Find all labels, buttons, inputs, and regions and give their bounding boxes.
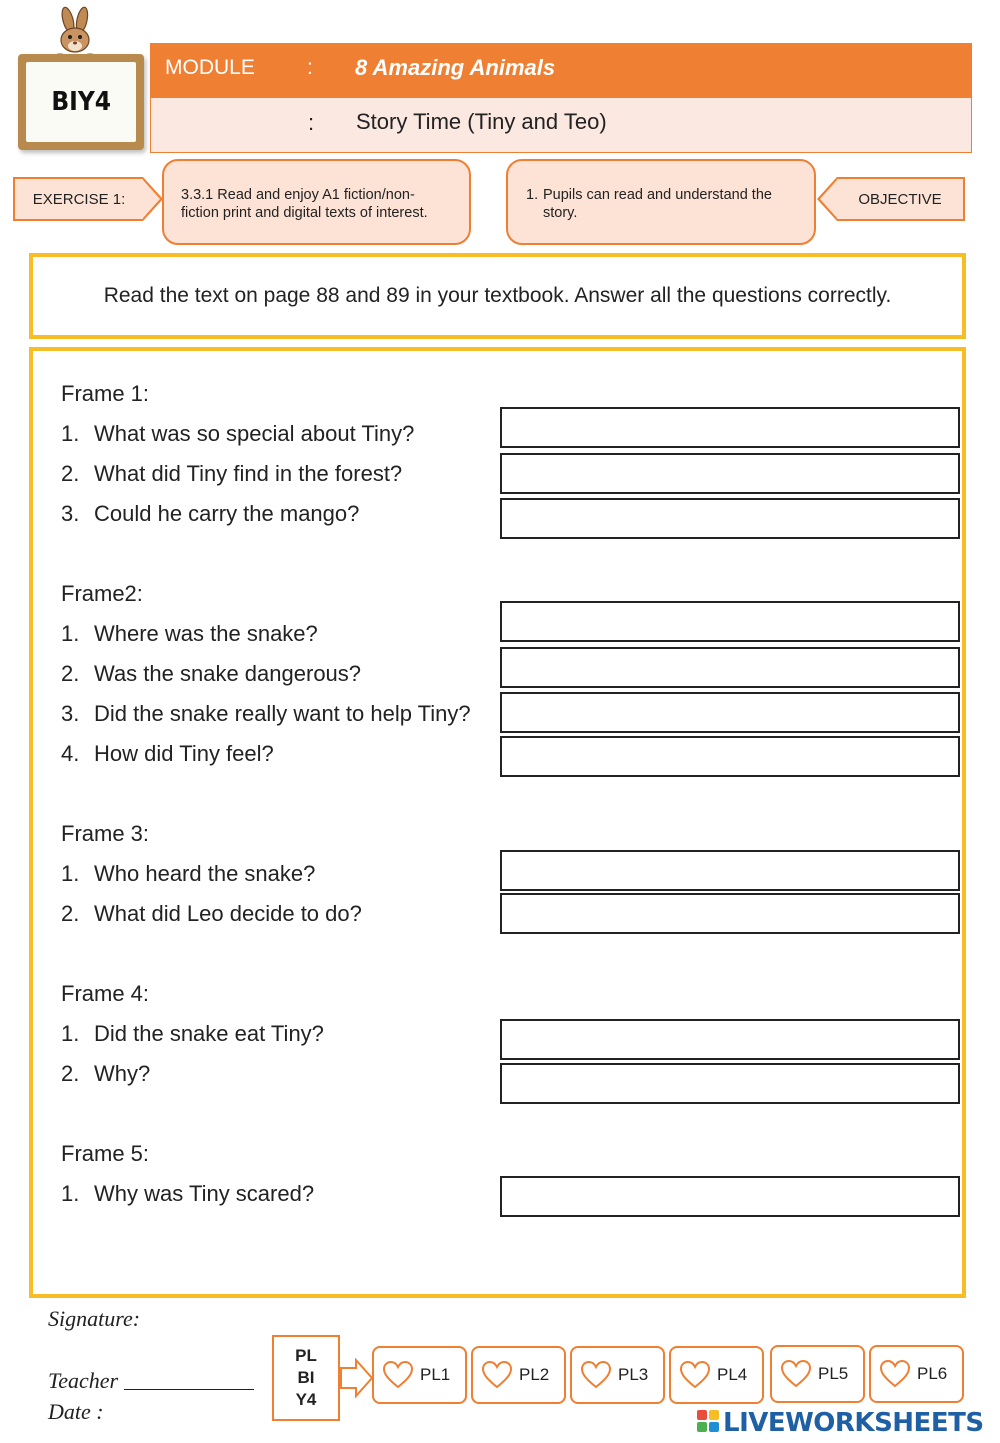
course-badge-label: BIY4: [51, 87, 111, 117]
question-1-1: [61, 421, 501, 451]
heart-icon: [780, 1358, 812, 1390]
question-2-3: [61, 701, 501, 731]
question-2-2: [61, 661, 501, 691]
question-text: How did Tiny feel?: [94, 741, 274, 766]
topic-colon: :: [308, 110, 315, 135]
question-2-1: [61, 621, 501, 651]
answer-input-2-4[interactable]: [500, 736, 960, 777]
question-number: 2.: [61, 901, 80, 926]
question-number: 2.: [61, 1061, 80, 1086]
question-number: 1.: [61, 621, 80, 646]
learning-standard-line-1: 3.3.1 Read and enjoy A1 fiction/non-: [181, 187, 415, 203]
frame-5-title: Frame 5:: [61, 1141, 150, 1166]
question-number: 3.: [61, 501, 80, 526]
objective-label: OBJECTIVE: [858, 190, 942, 208]
question-text: Was the snake dangerous?: [94, 661, 362, 686]
question-text: Could he carry the mango?: [94, 501, 360, 526]
teacher-label: Teacher: [48, 1368, 119, 1393]
question-number: 2.: [61, 461, 80, 486]
question-number: 1.: [61, 1021, 80, 1046]
answer-input-4-1[interactable]: [500, 1019, 960, 1060]
question-number: 3.: [61, 701, 80, 726]
heart-icon: [481, 1359, 513, 1391]
objective-box: [506, 159, 816, 245]
signature-label: Signature:: [48, 1306, 141, 1331]
heart-icon: [679, 1359, 711, 1391]
pl-line-2: BI: [297, 1368, 315, 1387]
module-title: 8 Amazing Animals: [355, 55, 556, 80]
pl-level-label: PL1: [420, 1365, 451, 1384]
question-2-4: [61, 741, 501, 771]
answer-input-2-1[interactable]: [500, 601, 960, 642]
answer-input-1-3[interactable]: [500, 498, 960, 539]
instruction-text: Read the text on page 88 and 89 in your textbook. Answer all the questions correctly.: [103, 284, 892, 307]
question-number: 4.: [61, 741, 80, 766]
question-text: What did Tiny find in the forest?: [94, 461, 403, 486]
question-3-1: [61, 861, 501, 891]
objective-line-2: story.: [543, 205, 578, 221]
pl-line-1: PL: [295, 1346, 317, 1365]
objective-line-1: Pupils can read and understand the: [543, 187, 772, 203]
learning-standard-box: [162, 159, 471, 245]
frame-1-title: Frame 1:: [61, 381, 150, 406]
performance-level-box: [272, 1335, 340, 1421]
answer-input-5-1[interactable]: [500, 1176, 960, 1217]
module-label: MODULE: [165, 56, 255, 79]
topic-header: [150, 98, 972, 153]
pl-level-label: PL4: [717, 1365, 748, 1384]
liveworksheets-mark-icon: [697, 1410, 721, 1436]
question-1-3: [61, 501, 501, 531]
date-label: Date :: [48, 1399, 104, 1424]
pl-level-label: PL6: [917, 1364, 948, 1383]
heart-icon: [580, 1359, 612, 1391]
answer-input-3-2[interactable]: [500, 893, 960, 934]
question-number: 1.: [61, 861, 80, 886]
module-header: [150, 43, 972, 98]
module-colon: :: [307, 56, 313, 79]
pl-level-label: PL5: [818, 1364, 849, 1383]
question-1-2: [61, 461, 501, 491]
pl-level-1[interactable]: [372, 1346, 467, 1404]
questions-panel: [29, 347, 966, 1298]
objective-number: 1.: [526, 187, 539, 203]
answer-input-1-2[interactable]: [500, 453, 960, 494]
answer-input-2-3[interactable]: [500, 692, 960, 733]
question-5-1: [61, 1181, 501, 1211]
answer-input-2-2[interactable]: [500, 647, 960, 688]
exercise-tag: [13, 177, 143, 221]
question-text: Who heard the snake?: [94, 861, 316, 886]
question-text: Did the snake really want to help Tiny?: [94, 701, 471, 726]
question-text: What was so special about Tiny?: [94, 421, 415, 446]
question-4-2: [61, 1061, 501, 1091]
pl-level-label: PL2: [519, 1365, 550, 1384]
question-text: Why?: [94, 1061, 151, 1086]
question-number: 1.: [61, 1181, 80, 1206]
arrow-right-icon: [340, 1358, 374, 1398]
pl-level-label: PL3: [618, 1365, 649, 1384]
topic-title: Story Time (Tiny and Teo): [356, 109, 607, 134]
pl-level-6[interactable]: [869, 1345, 964, 1403]
frame-2-title: Frame2:: [61, 581, 143, 606]
question-text: Did the snake eat Tiny?: [94, 1021, 324, 1046]
heart-icon: [382, 1359, 414, 1391]
liveworksheets-logo[interactable]: [697, 1406, 984, 1440]
question-3-2: [61, 901, 501, 931]
question-4-1: [61, 1021, 501, 1051]
answer-input-3-1[interactable]: [500, 850, 960, 891]
heart-icon: [879, 1358, 911, 1390]
pl-line-3: Y4: [295, 1390, 317, 1409]
frame-4-title: Frame 4:: [61, 981, 150, 1006]
course-badge: [18, 54, 144, 150]
frame-3-title: Frame 3:: [61, 821, 150, 846]
objective-tag: [837, 177, 965, 221]
liveworksheets-wordmark: LIVEWORKSHEETS: [723, 1408, 984, 1438]
question-number: 1.: [61, 421, 80, 446]
question-text: What did Leo decide to do?: [94, 901, 362, 926]
pl-level-3[interactable]: [570, 1346, 665, 1404]
pl-level-4[interactable]: [669, 1346, 764, 1404]
teacher-signature-line: [124, 1389, 254, 1390]
question-text: Why was Tiny scared?: [94, 1181, 315, 1206]
course-badge-paper: [26, 62, 136, 142]
answer-input-4-2[interactable]: [500, 1063, 960, 1104]
pl-level-5[interactable]: [770, 1345, 865, 1403]
instruction-box: [29, 253, 966, 339]
question-text: Where was the snake?: [94, 621, 318, 646]
question-number: 2.: [61, 661, 80, 686]
answer-input-1-1[interactable]: [500, 407, 960, 448]
exercise-label: EXERCISE 1:: [32, 190, 126, 208]
pl-level-2[interactable]: [471, 1346, 566, 1404]
learning-standard-line-2: fiction print and digital texts of interest.: [181, 205, 428, 221]
